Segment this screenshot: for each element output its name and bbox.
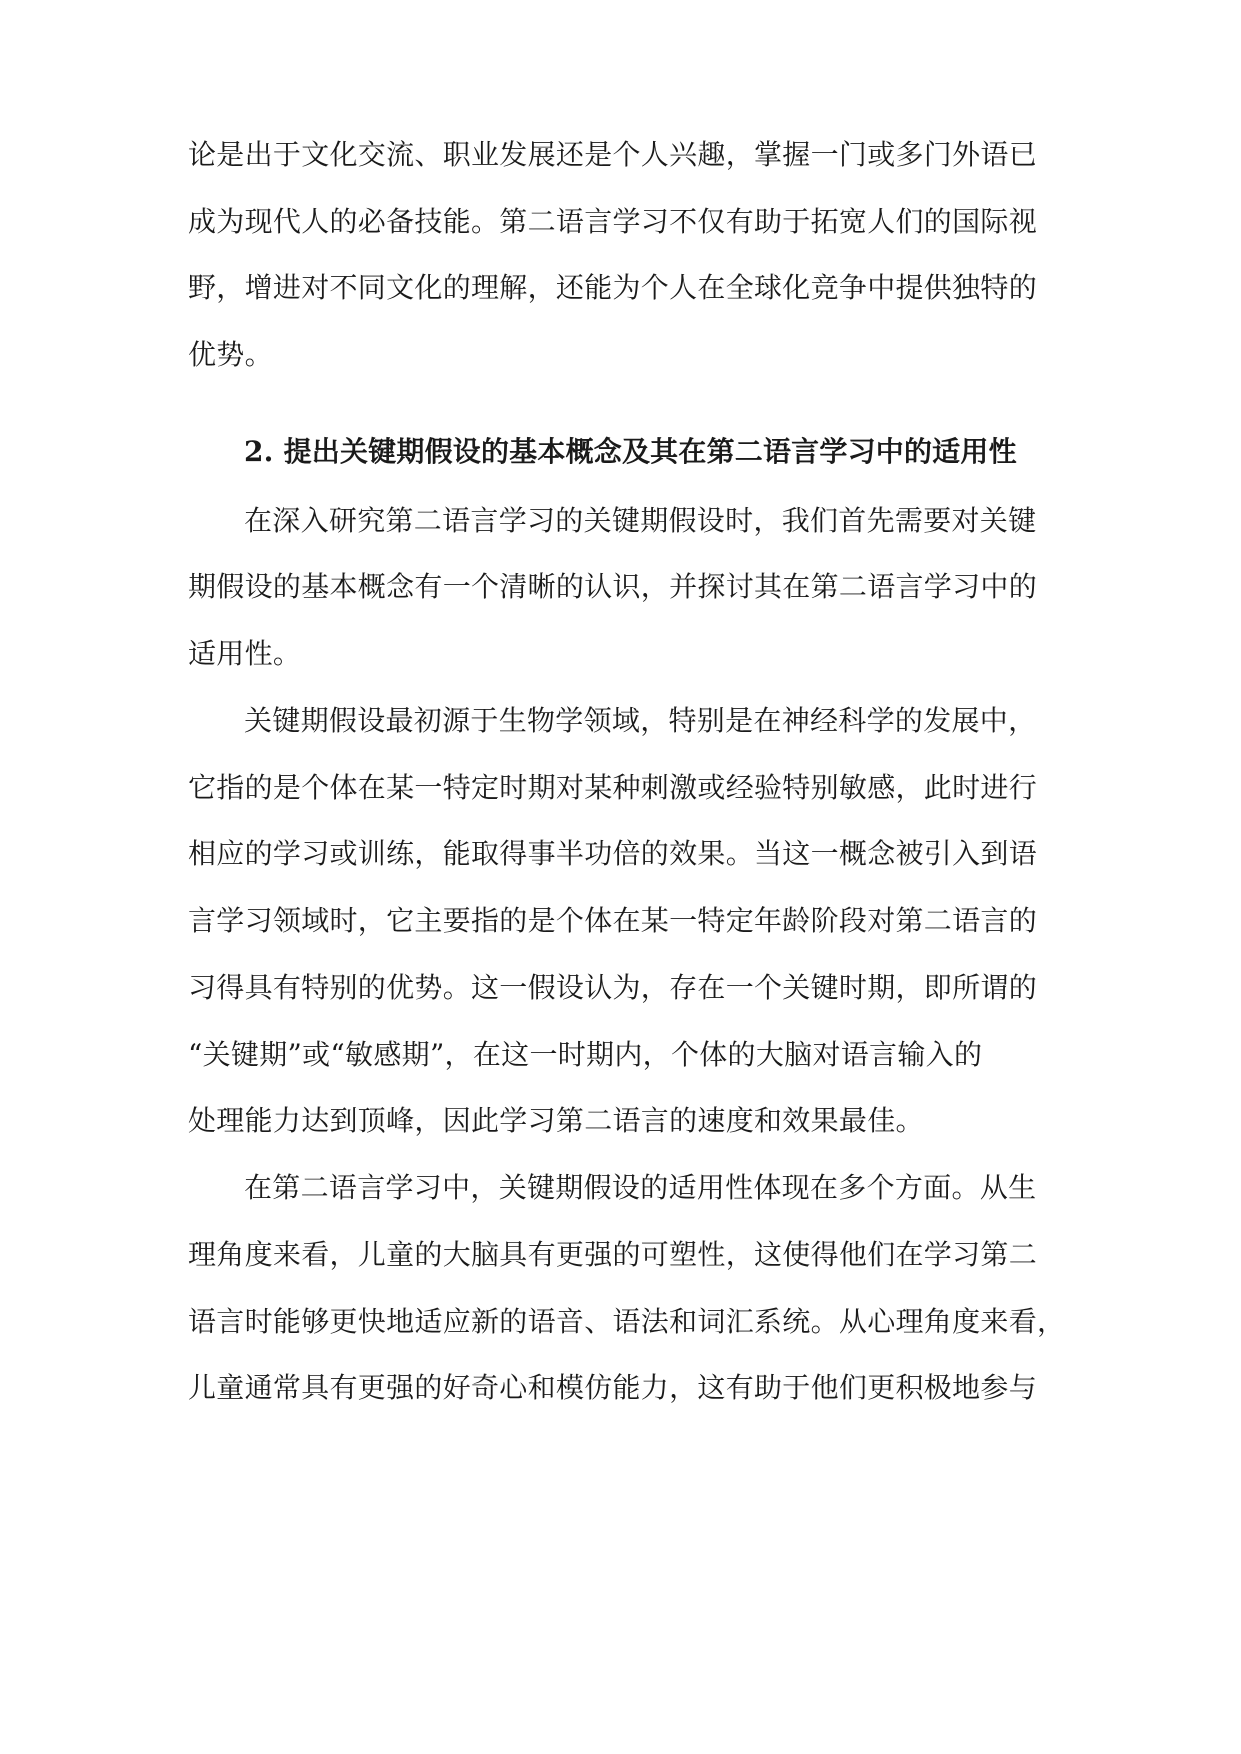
body-text-line: 关键期假设最初源于生物学领域，特别是在神经科学的发展中， <box>244 704 1037 737</box>
body-text-line: 成为现代人的必备技能。第二语言学习不仅有助于拓宽人们的国际视 <box>188 205 1038 238</box>
body-text-line: “关键期”或“敏感期”，在这一时期内，个体的大脑对语言输入的 <box>188 1038 983 1071</box>
body-text-line: 在第二语言学习中，关键期假设的适用性体现在多个方面。从生 <box>244 1171 1037 1204</box>
body-text-line: 期假设的基本概念有一个清晰的认识，并探讨其在第二语言学习中的 <box>188 570 1038 603</box>
body-text-line: 它指的是个体在某一特定时期对某种刺激或经验特别敏感，此时进行 <box>188 771 1038 804</box>
body-text-line: 儿童通常具有更强的好奇心和模仿能力，这有助于他们更积极地参与 <box>188 1371 1038 1404</box>
body-text-line: 野，增进对不同文化的理解，还能为个人在全球化竞争中提供独特的 <box>188 271 1038 304</box>
body-text-line: 论是出于文化交流、职业发展还是个人兴趣，掌握一门或多门外语已 <box>188 138 1038 171</box>
body-text-line: 优势。 <box>188 338 273 371</box>
body-text-line: 相应的学习或训练，能取得事半功倍的效果。当这一概念被引入到语 <box>188 837 1038 870</box>
body-text-line: 习得具有特别的优势。这一假设认为，存在一个关键时期，即所谓的 <box>188 971 1038 1004</box>
body-text-line: 适用性。 <box>188 637 302 670</box>
body-text-line: 处理能力达到顶峰，因此学习第二语言的速度和效果最佳。 <box>188 1104 924 1137</box>
section-heading: 2. 提出关键期假设的基本概念及其在第二语言学习中的适用性 <box>244 435 1017 468</box>
body-text-line: 言学习领域时，它主要指的是个体在某一特定年龄阶段对第二语言的 <box>188 904 1038 937</box>
body-text-line: 在深入研究第二语言学习的关键期假设时，我们首先需要对关键 <box>244 504 1037 537</box>
body-text-line: 理角度来看，儿童的大脑具有更强的可塑性，这使得他们在学习第二 <box>188 1238 1038 1271</box>
body-text-line: 语言时能够更快地适应新的语音、语法和词汇系统。从心理角度来看， <box>188 1305 1066 1338</box>
